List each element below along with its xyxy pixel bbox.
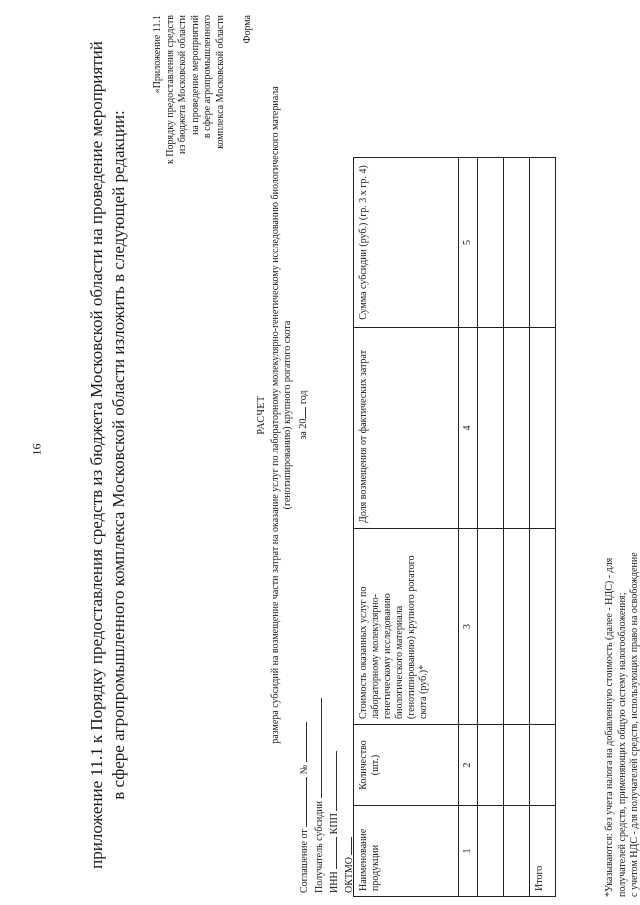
heading-line-1: приложение 11.1 к Порядку предоставления средств из бюджета Московской области на проведение мероприятий — [87, 41, 106, 869]
period-suffix: год — [297, 390, 309, 405]
table-cell — [530, 328, 556, 529]
table-cell — [504, 529, 530, 725]
rotated-sheet — [56, 0, 640, 905]
total-row — [530, 158, 556, 897]
heading-line-2: в сфере агропромышленного комплекса Московской области изложить в следующей редакции: — [109, 110, 128, 800]
table-cell — [504, 328, 530, 529]
header-cell-subsidy: Сумма субсидии (руб.) (гр. 3 х гр. 4) — [354, 158, 459, 328]
table-cell — [504, 806, 530, 897]
calculation-description-line-1: размера субсидий на возмещение части затрат на оказание услуг по лабораторному молекулярно-генетическому исследованию биологического материала — [269, 86, 281, 744]
recipient-fields — [296, 633, 356, 893]
recipient-row — [311, 633, 326, 893]
table-cell — [504, 725, 530, 806]
table-cell — [478, 806, 504, 897]
agreement-date-blank — [296, 777, 307, 827]
header-cell-share: Доля возмещения от фактических затрат — [354, 328, 459, 529]
table-row — [478, 158, 504, 897]
appendix-note — [152, 15, 227, 215]
table-cell — [530, 529, 556, 725]
total-label: Итого — [530, 806, 556, 897]
header-cell-quantity: Количество (шт.) — [354, 725, 459, 806]
footnote-line-1: *Указываются: без учета налога на добавленную стоимость (далее - НДС) - для — [604, 557, 615, 897]
amendment-heading — [86, 25, 130, 885]
table-cell — [478, 529, 504, 725]
table-cell — [530, 158, 556, 328]
kpp-blank — [326, 751, 337, 811]
kpp-label: КПП — [329, 813, 340, 835]
calculation-title: РАСЧЕТ — [256, 395, 267, 435]
agreement-number-label: № — [299, 764, 310, 775]
year-blank — [295, 407, 306, 419]
appendix-note-line: из бюджета Московской области — [177, 15, 188, 154]
column-number-row — [459, 158, 478, 897]
page-number: 16 — [29, 443, 44, 456]
inn-label: ИНН — [329, 871, 340, 893]
table-cell — [504, 158, 530, 328]
appendix-note-line: комплекса Московской области — [214, 15, 226, 149]
table-cell — [478, 328, 504, 529]
table-cell — [478, 725, 504, 806]
table-cell — [478, 158, 504, 328]
calculation-description-line-2: (генотипированию) крупного рогатого скота — [282, 320, 293, 510]
oktmo-blank — [341, 837, 352, 855]
form-label: Форма — [242, 15, 253, 44]
column-number-cell: 4 — [459, 328, 478, 529]
column-number-cell: 5 — [459, 158, 478, 328]
header-cell-product: Наименование продукции — [354, 806, 459, 897]
period-prefix: за 20 — [297, 418, 309, 440]
oktmo-label: ОКТМО — [344, 857, 355, 893]
appendix-note-line: на проведение мероприятий — [189, 15, 201, 135]
table-row — [504, 158, 530, 897]
agreement-number-blank — [296, 722, 307, 762]
calculation-table — [353, 157, 556, 897]
agreement-label: Соглашение от — [299, 829, 310, 893]
recipient-blank — [311, 699, 322, 799]
footnote-line-3: с учетом НДС - для получателей средств, использующих право на освобождение — [629, 552, 640, 897]
footnote — [604, 137, 640, 897]
appendix-note-line: в сфере агропромышленного — [202, 15, 213, 139]
appendix-note-line: «Приложение 11.1 — [152, 15, 163, 94]
inn-row — [326, 633, 341, 893]
recipient-label: Получатель субсидии — [314, 801, 325, 893]
footnote-line-2: получателей средств, применяющих общую систему налогообложения; — [616, 592, 628, 897]
table-header-row — [354, 158, 459, 897]
column-number-cell: 2 — [459, 725, 478, 806]
appendix-note-line: к Порядку предоставления средств — [164, 15, 176, 165]
column-number-cell: 3 — [459, 529, 478, 725]
column-number-cell: 1 — [459, 806, 478, 897]
inn-blank — [326, 837, 337, 869]
header-cell-cost: Стоимость оказанных услуг по лабораторному молекулярно-генетическому исследованию биологического материала (генотипированию) крупного рогатого скота (руб.)* — [354, 529, 459, 725]
agreement-row — [296, 633, 311, 893]
table-cell — [530, 725, 556, 806]
